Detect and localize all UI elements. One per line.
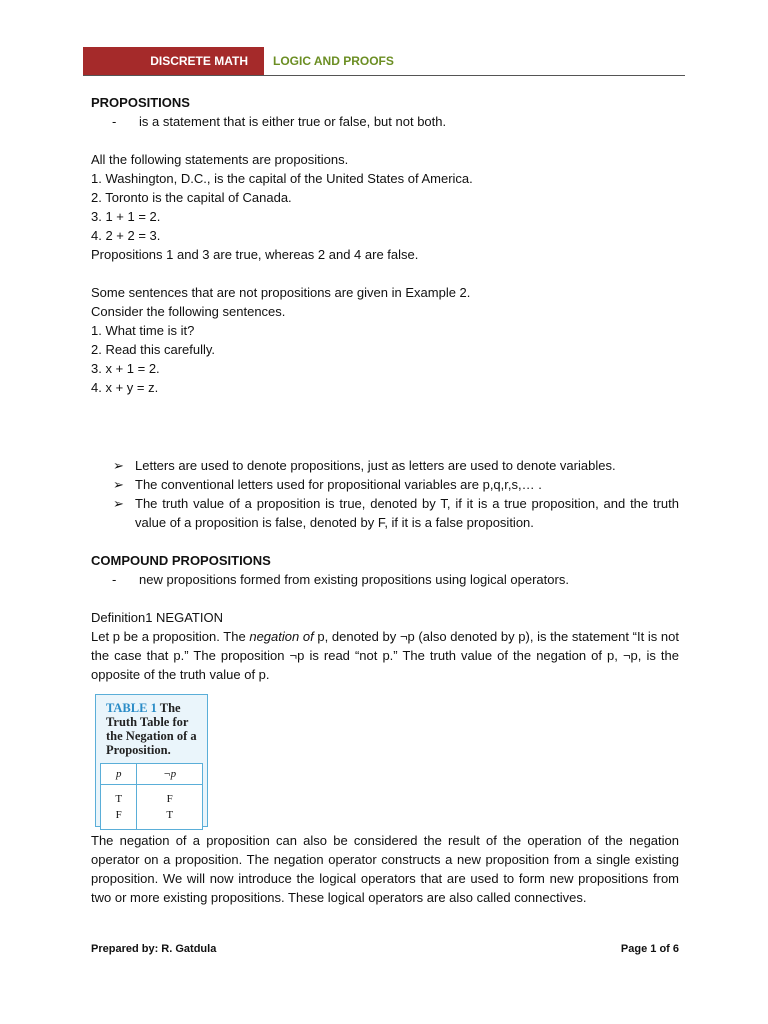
bullet-text: Letters are used to denote propositions, just as letters are used to denote variables. xyxy=(135,458,616,473)
column-header: p xyxy=(101,764,137,785)
dash-marker: - xyxy=(112,114,117,129)
header-course-label: DISCRETE MATH xyxy=(83,47,264,75)
arrow-bullet-icon: ➢ xyxy=(113,477,124,492)
table-cell: T xyxy=(101,785,137,808)
column-header: ¬p xyxy=(137,764,203,785)
document-body xyxy=(91,93,679,684)
nonprops-intro-2: Consider the following sentences. xyxy=(91,304,286,319)
bullet-item xyxy=(113,456,679,475)
truth-table xyxy=(100,763,203,830)
negation-definition: Let p be a proposition. The negation of p, denoted by ¬p (also denoted by p), is the statement “It is not the case that p.” The proposition ¬p is read “not p.” The truth value of the negation of p, ¬p, is the opposite of the truth value of p. xyxy=(91,629,679,682)
page-number: Page 1 of 6 xyxy=(620,943,679,955)
table-row xyxy=(101,807,203,830)
table-cell: T xyxy=(137,807,203,830)
example-line: 1. Washington, D.C., is the capital of the United States of America. xyxy=(91,171,473,186)
bullet-text: The truth value of a proposition is true, denoted by T, if it is a true proposition, and the truth value of a proposition is false, denoted by F, if it is a false proposition. xyxy=(135,496,679,530)
propositions-conclusion: Propositions 1 and 3 are true, whereas 2 and 4 are false. xyxy=(91,247,419,262)
example-line: 2. Read this carefully. xyxy=(91,342,216,357)
bullet-item xyxy=(113,475,679,494)
truth-table-figure xyxy=(95,694,208,827)
example-line: 1. What time is it? xyxy=(91,323,195,338)
propositions-heading: PROPOSITIONS xyxy=(91,95,190,110)
arrow-bullet-icon: ➢ xyxy=(113,458,124,473)
propositions-definition xyxy=(91,112,679,131)
page-header xyxy=(83,47,685,76)
example-line: 4. 2 + 2 = 3. xyxy=(91,228,161,243)
table-cell: F xyxy=(101,807,137,830)
example-line: 3. x + 1 = 2. xyxy=(91,361,160,376)
compound-definition xyxy=(91,570,679,589)
compound-heading: COMPOUND PROPOSITIONS xyxy=(91,553,271,568)
bullet-item xyxy=(113,494,679,532)
definition-text: is a statement that is either true or false, but not both. xyxy=(139,114,447,129)
table-caption: TABLE 1 The Truth Table for the Negation of a Proposition. xyxy=(106,701,197,757)
example-line: 2. Toronto is the capital of Canada. xyxy=(91,190,292,205)
bullet-text: The conventional letters used for propositional variables are p,q,r,s,… . xyxy=(135,477,542,492)
negation-heading: Definition1 NEGATION xyxy=(91,610,223,625)
example-line: 4. x + y = z. xyxy=(91,380,159,395)
bullet-list xyxy=(113,456,679,532)
dash-marker: - xyxy=(112,572,117,587)
footer-author: Prepared by: R. Gatdula xyxy=(91,943,217,955)
table-row xyxy=(101,785,203,808)
header-topic-label: LOGIC AND PROOFS xyxy=(273,54,394,68)
table-cell: F xyxy=(137,785,203,808)
arrow-bullet-icon: ➢ xyxy=(113,496,124,511)
table-header-row xyxy=(101,764,203,785)
propositions-intro: All the following statements are propositions. xyxy=(91,152,349,167)
nonprops-intro: Some sentences that are not propositions are given in Example 2. xyxy=(91,285,471,300)
negation-operator-paragraph: The negation of a proposition can also be considered the result of the operation of the negation operator on a proposition. The negation operator constructs a new proposition from a single existing proposition. We will now introduce the logical operators that are used to form new propositions from two or more existing propositions. These logical operators are also called connectives. xyxy=(91,833,679,905)
example-line: 3. 1 + 1 = 2. xyxy=(91,209,161,224)
page-footer xyxy=(91,943,679,955)
definition-text: new propositions formed from existing propositions using logical operators. xyxy=(139,572,569,587)
